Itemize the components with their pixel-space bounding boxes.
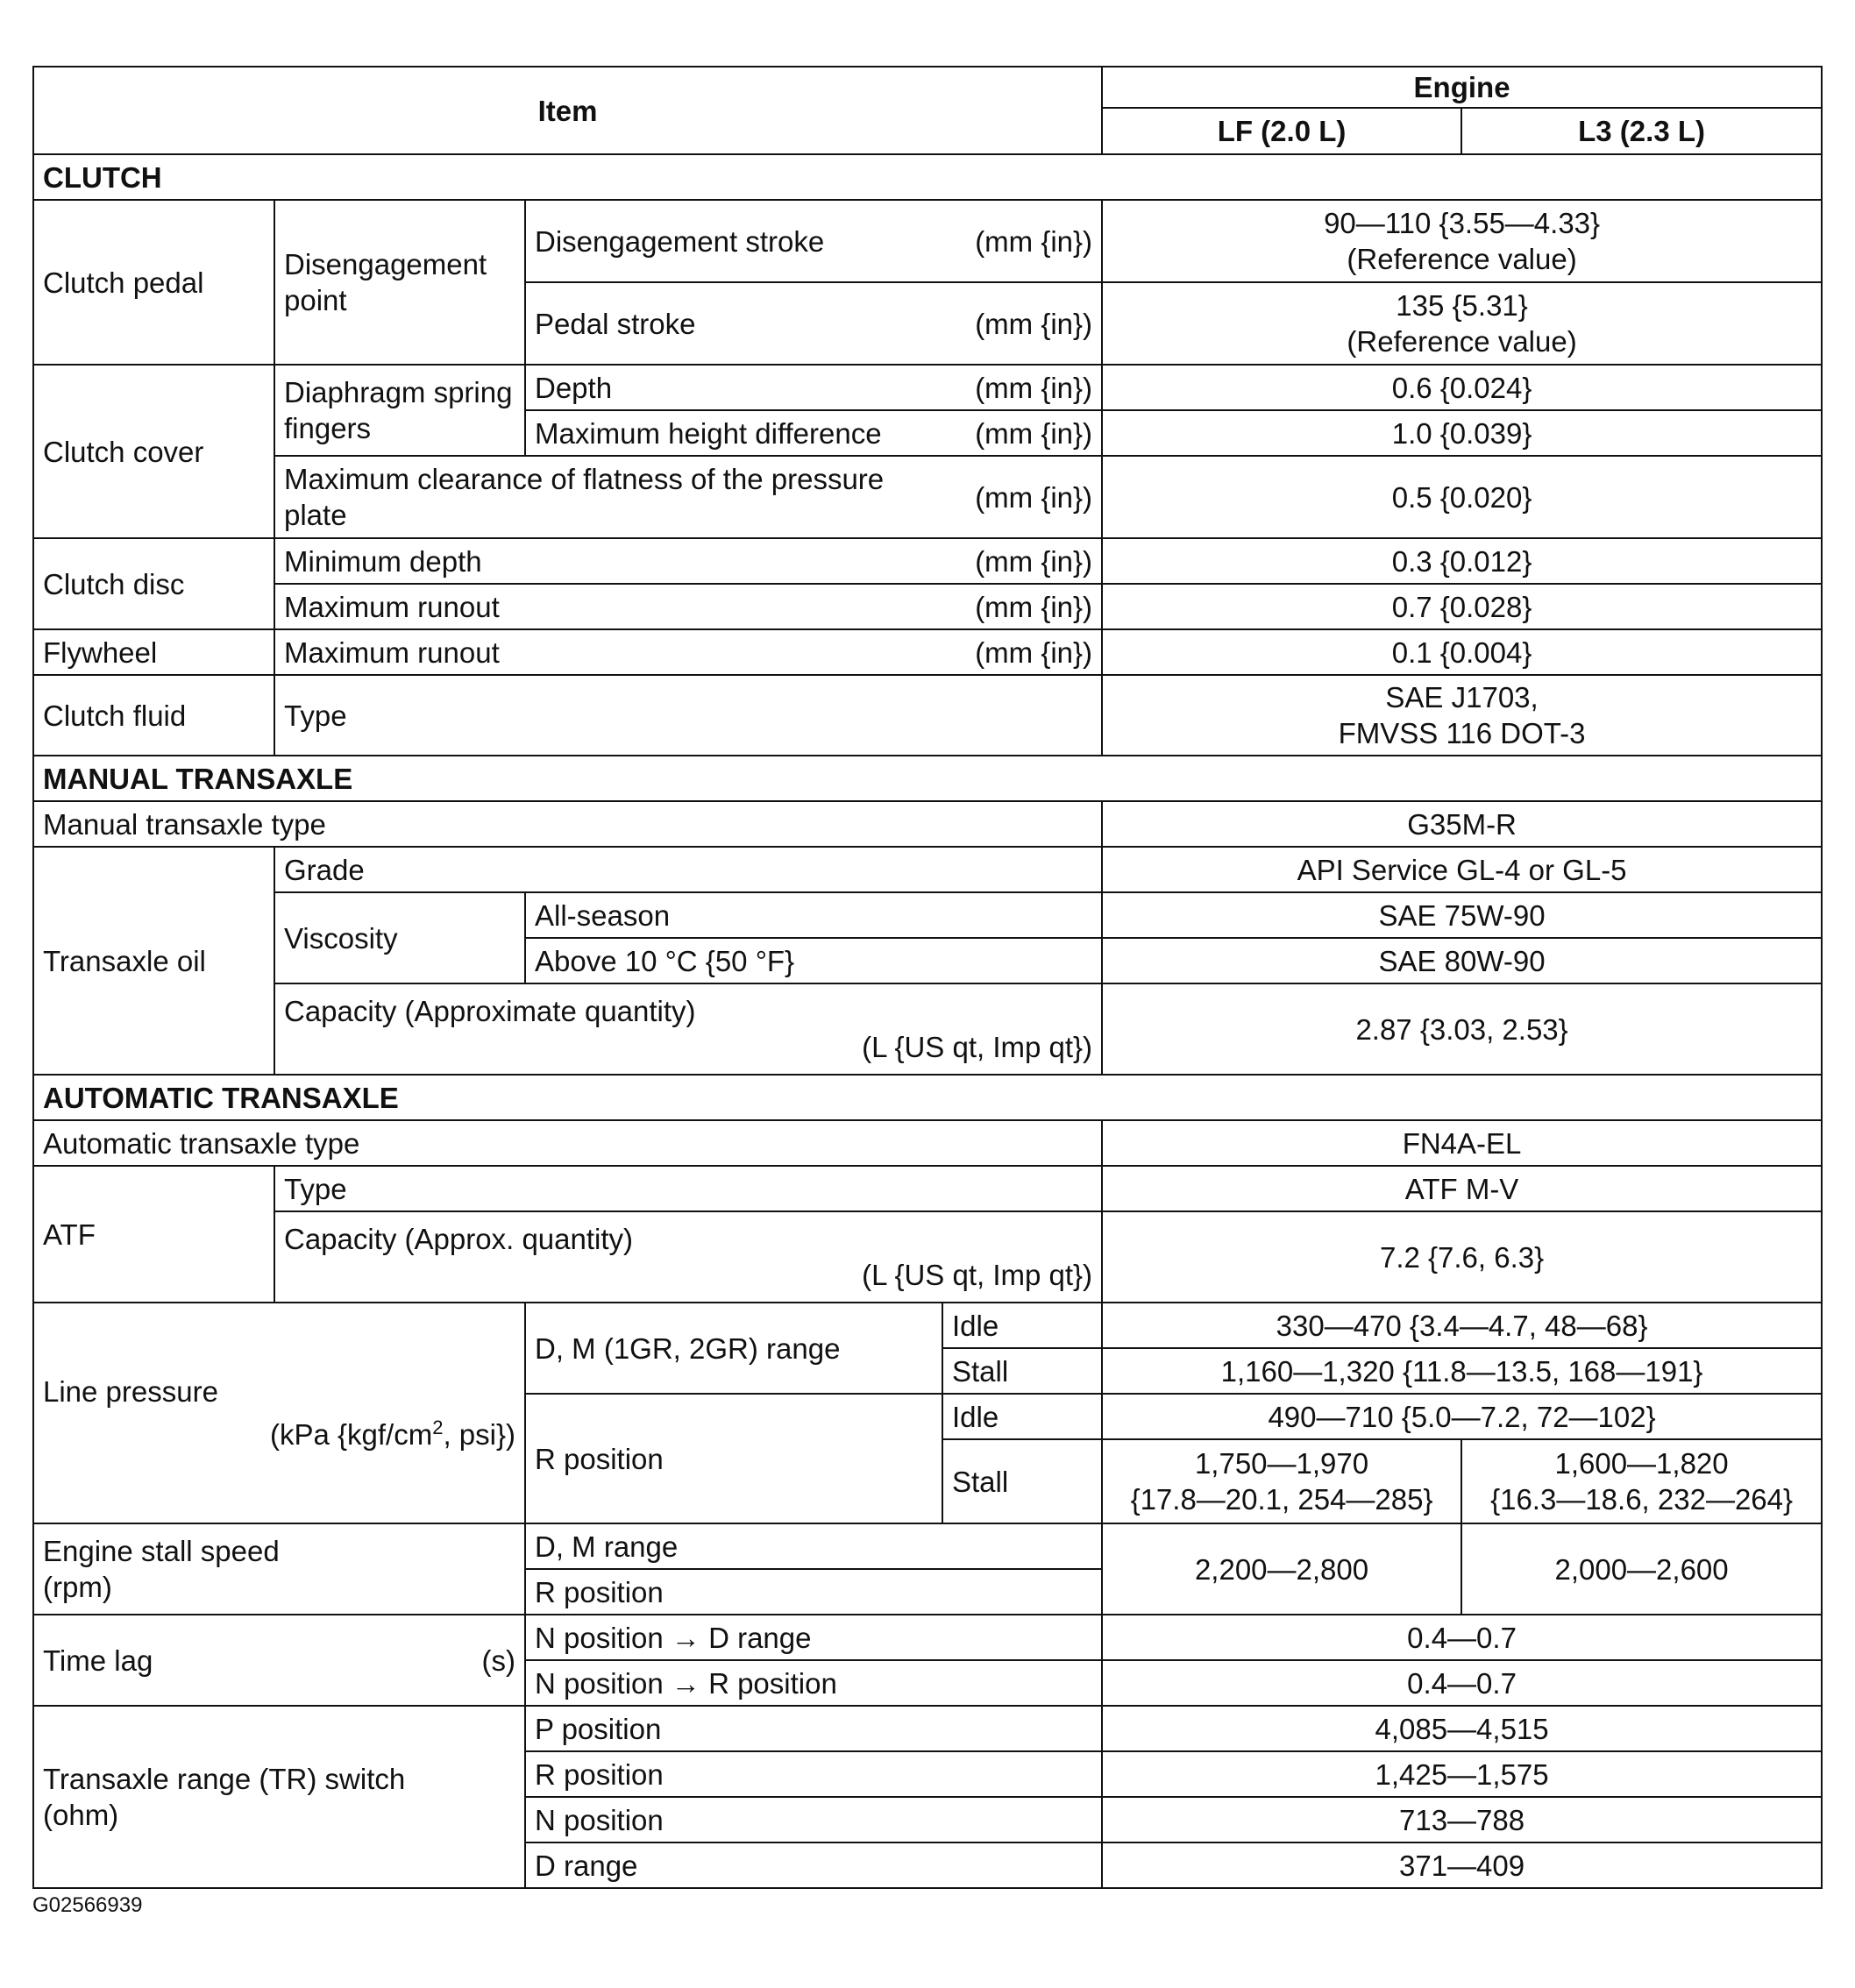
automatic-type-label: Automatic transaxle type [33,1120,1102,1166]
header-engine: Engine [1102,67,1822,108]
value-line: FMVSS 116 DOT-3 [1338,717,1586,749]
tr-switch-unit: (ohm) [43,1799,119,1831]
value-line: 1,600—1,820 [1554,1447,1729,1480]
value-line: {16.3—18.6, 232—264} [1490,1483,1794,1516]
value-line: 90—110 {3.55—4.33} [1324,207,1601,239]
clutch-pedal-label: Clutch pedal [33,200,274,365]
pedal-stroke-label: Pedal stroke [535,307,696,340]
value-line: (Reference value) [1347,325,1577,358]
p-position-label: P position [525,1706,1102,1751]
tr-switch-line: Transaxle range (TR) switch [43,1763,406,1795]
clutch-disc-label: Clutch disc [33,538,274,629]
manual-capacity-label: Capacity (Approximate quantity) [284,995,696,1027]
time-lag-label: Time lag [43,1644,153,1677]
unit-kpa-sup: 2 [432,1416,444,1438]
grade-label: Grade [274,847,1102,892]
value-line: 135 {5.31} [1396,289,1528,322]
min-depth-row [274,538,1102,584]
max-height-diff-label: Maximum height difference [535,416,882,450]
atf-type-value: ATF M-V [1102,1166,1822,1211]
min-depth-value: 0.3 {0.012} [1102,538,1822,584]
transaxle-oil-label: Transaxle oil [33,847,274,1075]
section-manual-transaxle: MANUAL TRANSAXLE [33,756,1822,801]
tr-r-position-value: 1,425—1,575 [1102,1751,1822,1797]
stall-speed-lf-value: 2,200—2,800 [1102,1523,1461,1615]
depth-label: Depth [535,371,613,404]
unit-mm-in: (mm {in}) [975,224,1093,258]
unit-mm-in: (mm {in}) [975,544,1093,578]
section-automatic-transaxle: AUTOMATIC TRANSAXLE [33,1075,1822,1120]
atf-label: ATF [33,1166,274,1303]
manual-capacity-row [274,983,1102,1075]
unit-mm-in: (mm {in}) [975,371,1093,404]
dm-idle-value: 330—470 {3.4—4.7, 48—68} [1102,1303,1822,1348]
stall-speed-unit: (rpm) [43,1571,112,1603]
d-range-label: D range [525,1842,1102,1888]
n-to-r-label: N position → R position [525,1660,1102,1706]
flywheel-runout-value: 0.1 {0.004} [1102,629,1822,675]
header-item: Item [33,67,1102,154]
disc-runout-row [274,584,1102,629]
diaphragm-label: Diaphragm spring fingers [274,365,525,456]
value-line: (Reference value) [1347,243,1577,275]
depth-row [525,365,1102,410]
line-pressure-label-cell [33,1303,525,1523]
atf-capacity-value: 7.2 {7.6, 6.3} [1102,1211,1822,1303]
dm-range-stall-label: D, M range [525,1523,1102,1569]
disc-runout-value: 0.7 {0.028} [1102,584,1822,629]
unit-s: (s) [481,1644,515,1677]
above-10-label: Above 10 °C {50 °F} [525,938,1102,983]
value-line: {17.8—20.1, 254—285} [1130,1483,1433,1516]
atf-capacity-label: Capacity (Approx. quantity) [284,1223,634,1255]
clutch-cover-label: Clutch cover [33,365,274,538]
time-lag-row [33,1615,525,1706]
min-depth-label: Minimum depth [284,544,482,578]
clutch-fluid-value [1102,675,1822,756]
value-line: 1,750—1,970 [1194,1447,1369,1480]
flatness-label: Maximum clearance of flatness of the pressure plate [284,463,885,531]
header-lf: LF (2.0 L) [1102,108,1461,154]
tr-switch-label [33,1706,525,1888]
r-idle-label: Idle [942,1394,1102,1439]
header-l3: L3 (2.3 L) [1461,108,1822,154]
n-to-r-value: 0.4—0.7 [1102,1660,1822,1706]
unit-mm-in: (mm {in}) [975,480,1093,514]
r-stall-l3-value [1461,1439,1822,1523]
value-line: SAE J1703, [1385,681,1539,714]
disc-runout-label: Maximum runout [284,590,500,623]
r-idle-value: 490—710 {5.0—7.2, 72—102} [1102,1394,1822,1439]
unit-kpa-prefix: (kPa {kgf/cm [269,1418,433,1451]
figure-id: G02566939 [32,1893,143,1917]
n-position-value: 713—788 [1102,1797,1822,1842]
section-clutch: CLUTCH [33,154,1822,200]
all-season-value: SAE 75W-90 [1102,892,1822,938]
all-season-label: All-season [525,892,1102,938]
flywheel-runout-label: Maximum runout [284,635,500,669]
p-position-value: 4,085—4,515 [1102,1706,1822,1751]
unit-mm-in: (mm {in}) [975,416,1093,450]
flatness-value: 0.5 {0.020} [1102,456,1822,538]
dm-idle-label: Idle [942,1303,1102,1348]
specification-table [32,66,1823,1889]
unit-l-qt: (L {US qt, Imp qt}) [862,1259,1093,1291]
manual-type-label: Manual transaxle type [33,801,1102,847]
r-position-label: R position [525,1394,942,1523]
pedal-stroke-row [525,282,1102,365]
r-position-stall-label: R position [525,1569,1102,1615]
disengagement-point-label: Disengagement point [274,200,525,365]
grade-value: API Service GL-4 or GL-5 [1102,847,1822,892]
viscosity-label: Viscosity [274,892,525,983]
manual-capacity-value: 2.87 {3.03, 2.53} [1102,983,1822,1075]
max-height-diff-row [525,410,1102,456]
stall-speed-l3-value: 2,000—2,600 [1461,1523,1822,1615]
pedal-stroke-value [1102,282,1822,365]
unit-mm-in: (mm {in}) [975,590,1093,623]
unit-mm-in: (mm {in}) [975,635,1093,669]
manual-type-value: G35M-R [1102,801,1822,847]
disengagement-stroke-label: Disengagement stroke [535,224,825,258]
tr-r-position-label: R position [525,1751,1102,1797]
dm-range-label: D, M (1GR, 2GR) range [525,1303,942,1394]
stall-speed-line: Engine stall speed [43,1535,280,1567]
flywheel-label: Flywheel [33,629,274,675]
unit-kpa-suffix: , psi}) [443,1418,515,1451]
atf-capacity-row [274,1211,1102,1303]
flywheel-runout-row [274,629,1102,675]
r-stall-lf-value [1102,1439,1461,1523]
dm-stall-value: 1,160—1,320 {11.8—13.5, 168—191} [1102,1348,1822,1394]
n-to-d-label: N position → D range [525,1615,1102,1660]
d-range-value: 371—409 [1102,1842,1822,1888]
max-height-diff-value: 1.0 {0.039} [1102,410,1822,456]
clutch-fluid-label: Clutch fluid [33,675,274,756]
r-stall-label: Stall [942,1439,1102,1523]
unit-l-qt: (L {US qt, Imp qt}) [862,1031,1093,1063]
disengagement-stroke-value [1102,200,1822,282]
unit-mm-in: (mm {in}) [975,307,1093,340]
disengagement-stroke-row [525,200,1102,282]
dm-stall-label: Stall [942,1348,1102,1394]
flatness-row [274,456,1102,538]
n-position-label: N position [525,1797,1102,1842]
atf-type-label: Type [274,1166,1102,1211]
automatic-type-value: FN4A-EL [1102,1120,1822,1166]
clutch-fluid-type-label: Type [274,675,1102,756]
line-pressure-label: Line pressure [43,1375,218,1408]
above-10-value: SAE 80W-90 [1102,938,1822,983]
unit-kpa [43,1409,515,1452]
n-to-d-value: 0.4—0.7 [1102,1615,1822,1660]
stall-speed-label [33,1523,525,1615]
depth-value: 0.6 {0.024} [1102,365,1822,410]
